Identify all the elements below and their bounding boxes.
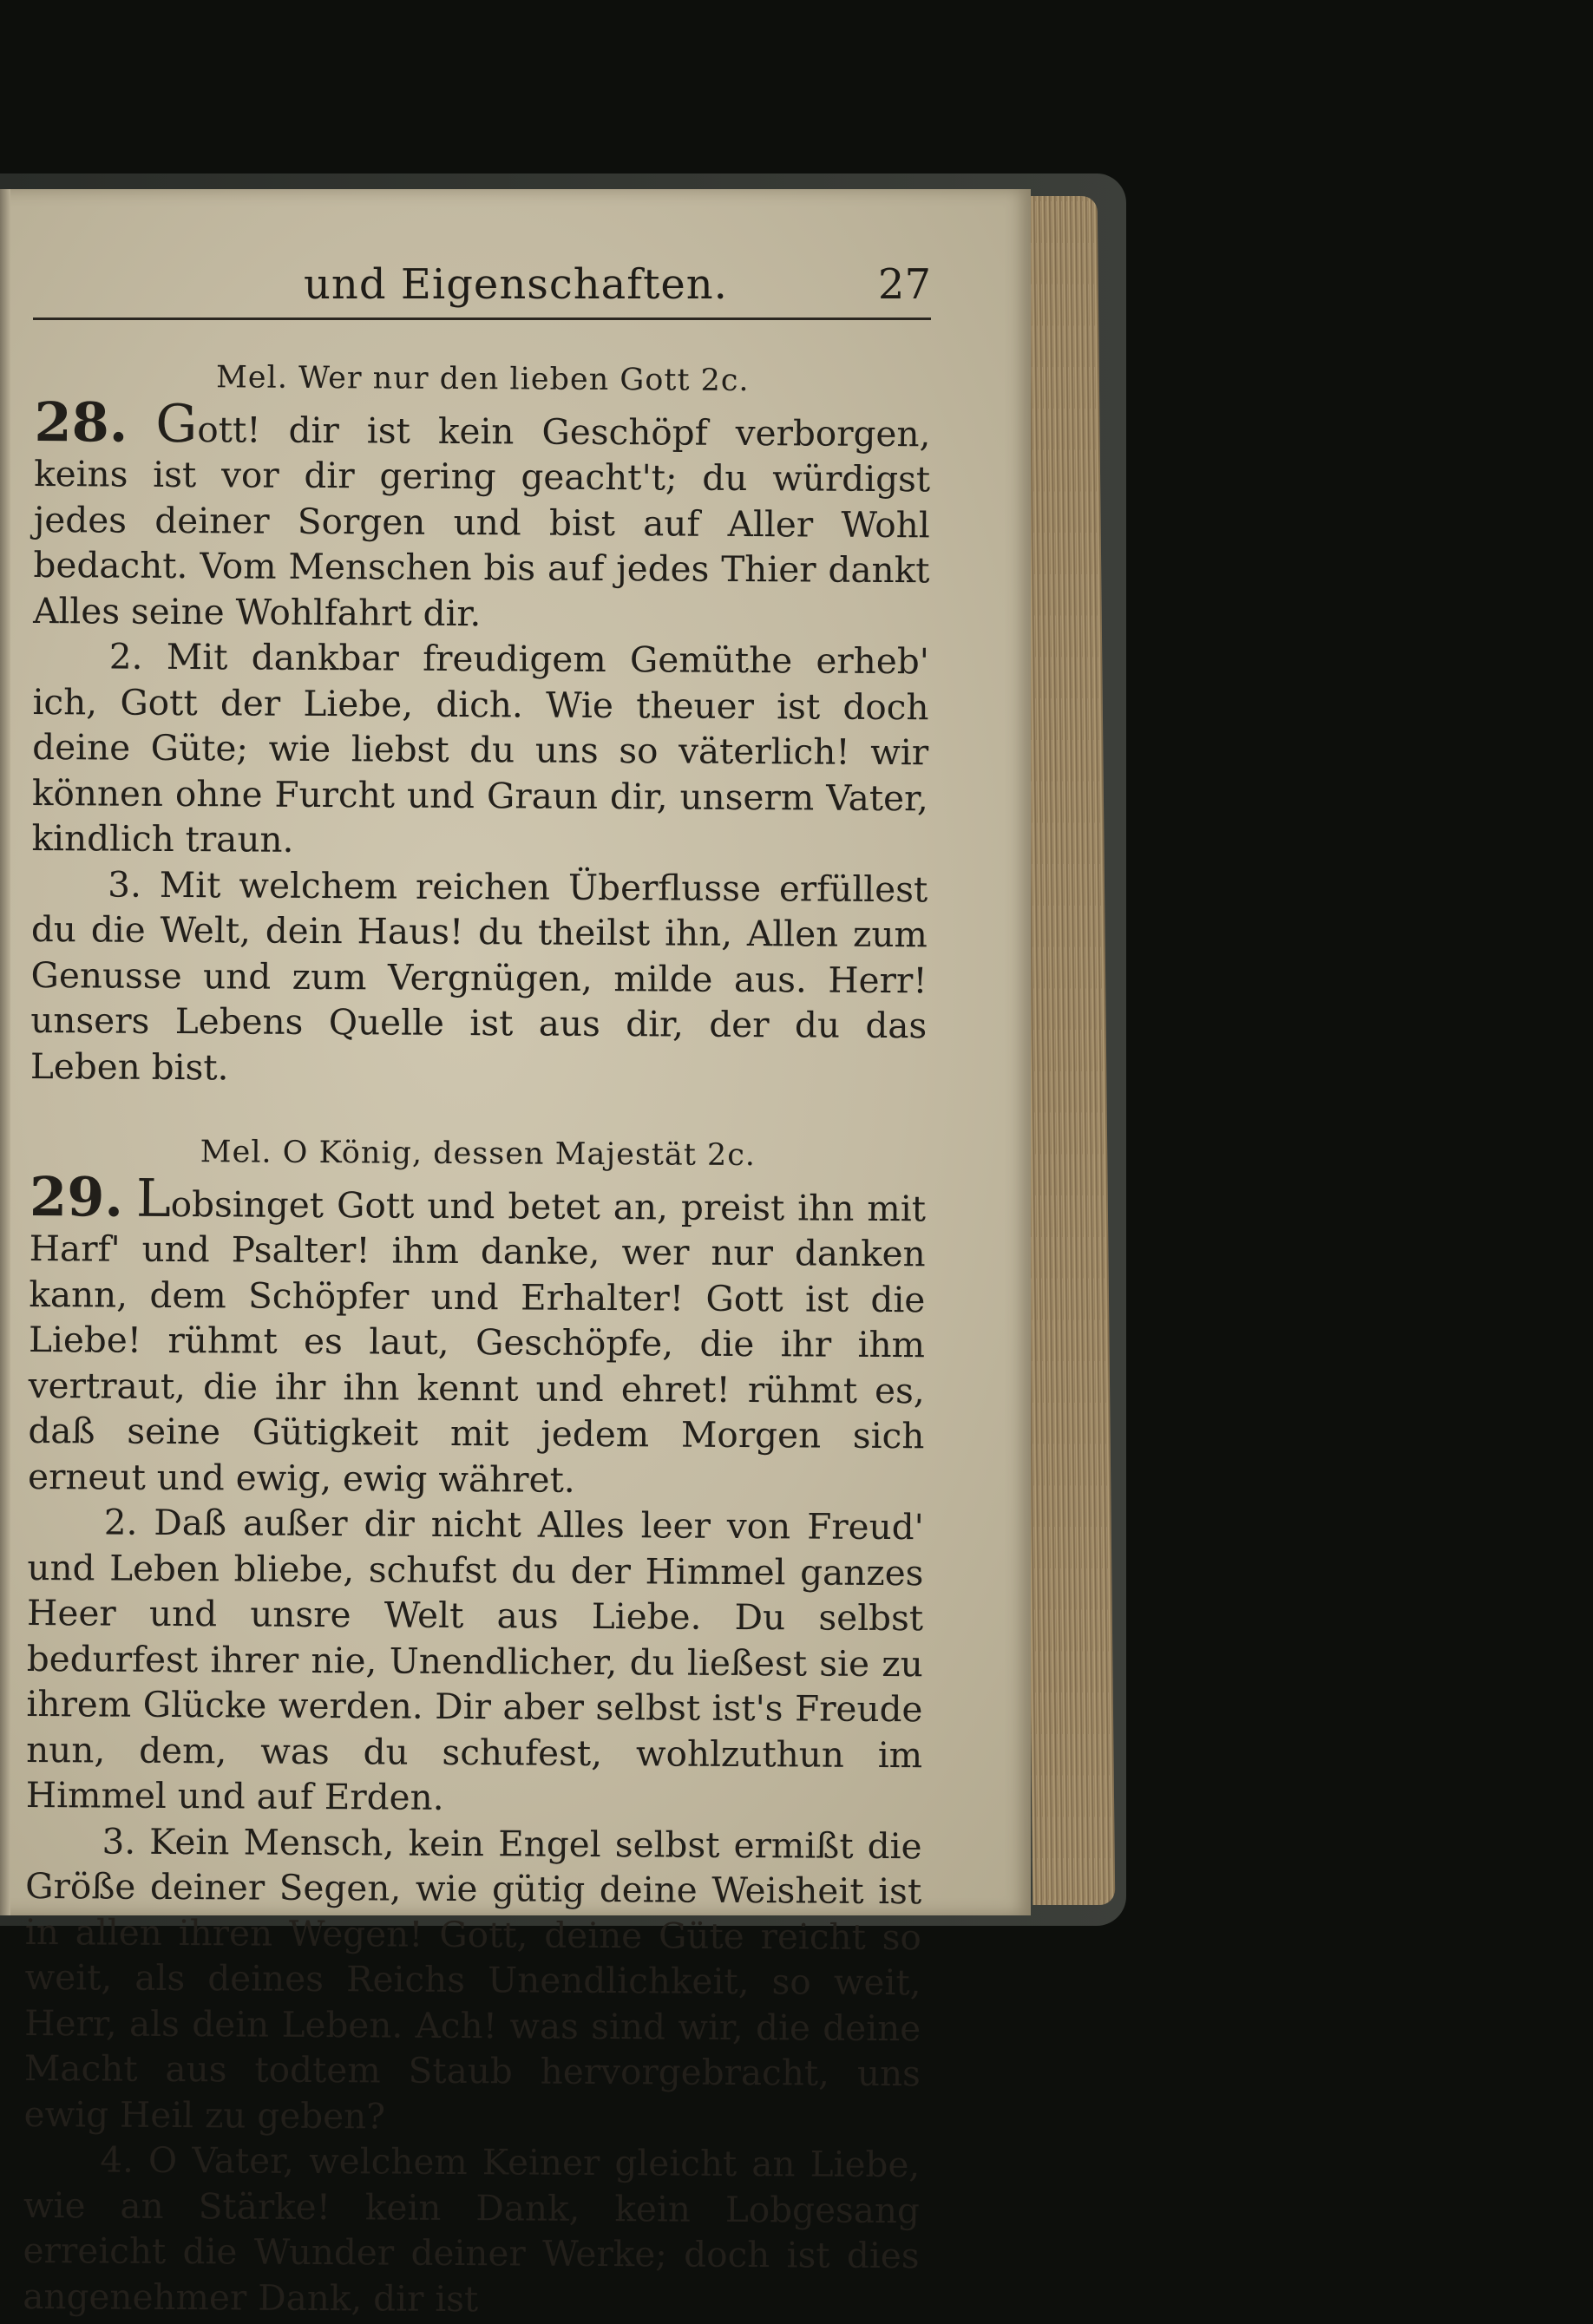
hymn-number: 29. [29,1164,124,1229]
book-page [0,189,1031,2320]
page-number: 27 [877,260,931,309]
first-verse [27,1164,927,1504]
hymn-number: 28. [34,390,128,455]
initial-letter: L [135,1168,172,1229]
verse: 4. O Vater, welchem Keiner gleicht an Liebe, wie an Stärke! kein Dank, kein Lobgesang erreicht die Wunder deiner Werke; doch ist dies angenehmer Dank, dir ist [23,2138,921,2320]
verse-text: obsinget Gott und betet an, preist ihn mit Harf' und Psalter! ihm danke, wer nur danken kann, dem Schöpfer und Erhalter! Gott ist die Liebe! rühmt es laut, Geschöpfe, die ihr ihm vertraut, die ihr ihn kennt und ehret! rühmt es, daß seine Gütigkeit mit jedem Morgen sich erneut und ewig, ewig währet. [27,1182,927,1501]
first-verse [33,390,931,638]
verse: 2. Mit dankbar freudigem Gemüthe erheb' ich, Gott der Liebe, dich. Wie theuer ist doch deine Güte; wie liebst du uns so väterlich! wir können ohne Furcht und Graun dir, unserm Vater, kindlich traun. [31,635,930,861]
hymn-28 [30,354,931,1094]
verse-text: ott! dir ist kein Geschöpf verborgen, keins ist vor dir gering geacht't; du würdigst jedes deiner Sorgen und bist auf Aller Wohl bedacht. Vom Menschen bis auf jedes Thier dankt Alles seine Wohlfahrt dir. [33,408,931,634]
verse: 3. Kein Mensch, kein Engel selbst ermißt die Größe deiner Segen, wie gütig deine Weisheit ist in allen ihren Wegen! Gott, deine Güte reicht so weit, als deines Reichs Unendlichkeit, so weit, Herr, als dein Leben. Ach! was sind wir, die deine Macht aus todtem Staub hervorgebracht, uns ewig Heil zu geben? [23,1820,922,2137]
melody-line: Mel. Wer nur den lieben Gott 2c. [215,360,750,399]
page-fold-shadow [0,189,10,1915]
page-text [23,354,931,2324]
verse: 2. Daß außer dir nicht Alles leer von Freud' und Leben bliebe, schufst du der Himmel ganzes Heer und unsre Welt aus Liebe. Du selbst bedurfest ihrer nie, Unendlicher, du ließest sie zu ihrem Glücke werden. Dir aber selbst ist's Freude nun, dem, was du schufest, wohlzuthun im Himmel und auf Erden. [25,1501,924,1818]
melody-line: Mel. O König, dessen Majestät 2c. [200,1135,757,1174]
running-head [33,257,931,320]
initial-letter: G [155,393,198,455]
verse: 3. Mit welchem reichen Überflusse erfüllest du die Welt, dein Haus! du theilst ihn, Allen zum Genusse und zum Vergnügen, milde aus. Herr! unsers Lebens Quelle ist aus dir, der du das Leben bist. [30,863,928,1088]
hymn-29 [23,1129,926,2324]
running-title: und Eigenschaften. [304,260,728,309]
